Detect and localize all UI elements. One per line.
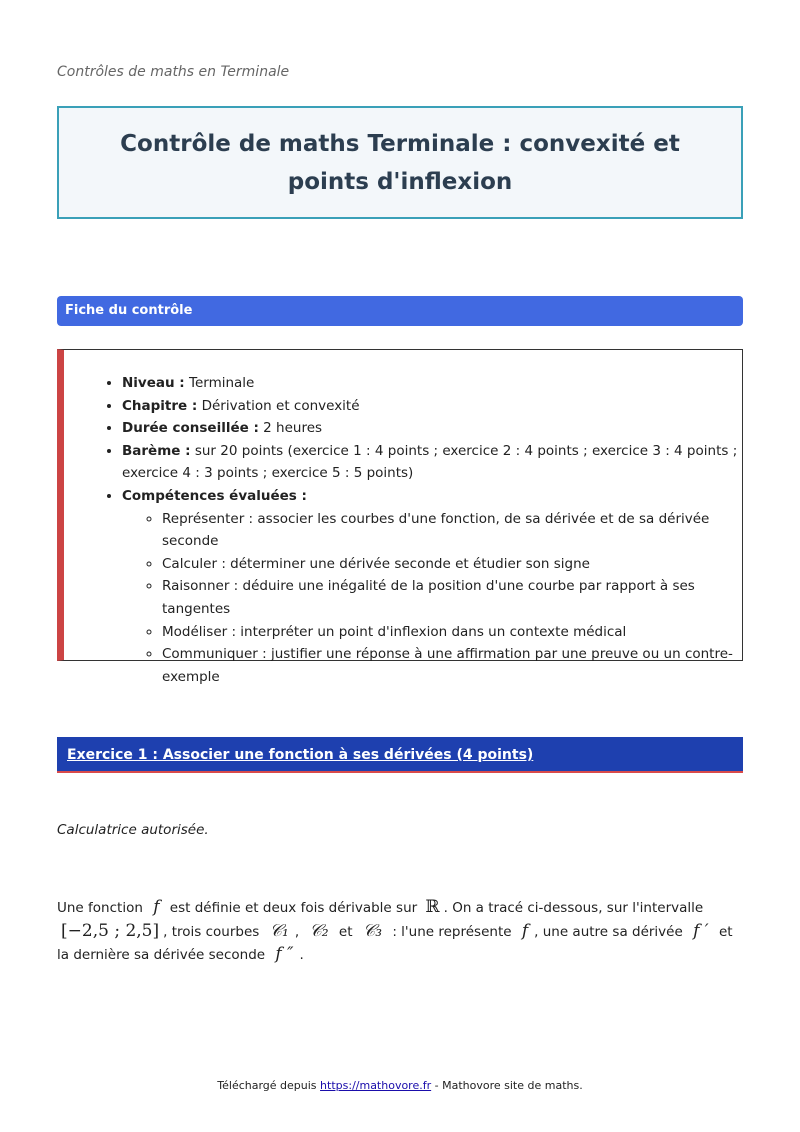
competences-list	[122, 508, 747, 689]
fiche-label: Niveau :	[122, 375, 185, 391]
exercise-1-paragraph	[57, 896, 743, 967]
math-f-double-prime: f ″	[275, 944, 294, 965]
fiche-item-duree	[122, 417, 747, 440]
competence-item: ◦ Représenter : associer les courbes d'une fonction, de sa dérivée et de sa dérivée seconde	[162, 508, 747, 553]
fiche-label: Compétences évaluées :	[122, 487, 307, 504]
fiche-value: Terminale	[189, 375, 255, 391]
footer-prefix: Téléchargé depuis	[217, 1079, 317, 1092]
fiche-value: sur 20 points (exercice 1 : 4 points ; exercice 2 : 4 points ; exercice 3 : 4 points ; exercice 4 : 3 points ; exercice 5 : 5 points)	[122, 442, 738, 482]
page-title: Contrôle de maths Terminale : convexité et points d'inflexion	[120, 130, 680, 195]
text-segment: Une fonction	[57, 900, 143, 916]
fiche-value: Dérivation et convexité	[201, 397, 360, 414]
footer	[0, 1079, 800, 1092]
site-title: Contrôles de maths en Terminale	[57, 64, 290, 80]
calculator-note: Calculatrice autorisée.	[57, 822, 209, 838]
fiche-item-chapitre	[122, 395, 747, 418]
fiche-item-competences	[122, 485, 747, 688]
fiche-label: Barème :	[122, 442, 191, 459]
text-segment: : l'une représente	[392, 923, 512, 940]
competence-item: ◦ Raisonner : déduire une inégalité de la position d'une courbe par rapport à ses tangentes	[162, 575, 747, 620]
math-c1: 𝒞₁	[269, 920, 289, 941]
math-interval: [−2,5 ; 2,5]	[61, 920, 160, 941]
fiche-item-niveau	[122, 372, 747, 395]
fiche-value: 2 heures	[263, 420, 323, 437]
text-segment: , une autre sa dérivée	[534, 923, 683, 940]
math-c2: 𝒞₂	[309, 920, 329, 941]
text-segment: . On a tracé ci-dessous, sur l'intervalle	[443, 900, 704, 916]
competence-item: ◦ Communiquer : justifier une réponse à une affirmation par une preuve ou un contre-exemple	[162, 643, 747, 688]
math-reals: ℝ	[425, 897, 440, 917]
fiche-list	[102, 372, 747, 688]
competence-item: ◦ Calculer : déterminer une dérivée seconde et étudier son signe	[162, 553, 747, 576]
fiche-label: Durée conseillée :	[122, 420, 259, 437]
text-segment: et	[338, 923, 353, 940]
exercise-1-heading	[57, 737, 743, 773]
fiche-item-bareme	[122, 440, 747, 485]
footer-suffix: - Mathovore site de maths.	[434, 1079, 583, 1092]
fiche-heading: Fiche du contrôle	[57, 296, 743, 326]
math-f-prime: f ′	[693, 920, 709, 941]
text-segment: , trois courbes	[163, 923, 260, 940]
text-segment: et la dernière sa dérivée seconde	[57, 923, 733, 964]
fiche-label: Chapitre :	[122, 397, 198, 414]
title-box	[57, 106, 743, 219]
math-c3: 𝒞₃	[362, 920, 383, 941]
text-segment: ,	[294, 923, 300, 940]
math-f-second: f	[521, 920, 529, 941]
competence-item: ◦ Modéliser : interpréter un point d'inflexion dans un contexte médical	[162, 621, 747, 644]
footer-link[interactable]: https://mathovore.fr	[320, 1079, 432, 1092]
math-f: f	[153, 897, 160, 917]
fiche-box	[57, 349, 743, 685]
text-segment: est définie et deux fois dérivable sur	[169, 900, 418, 916]
exercise-1-title: Exercice 1 : Associer une fonction à ses dérivées (4 points)	[67, 747, 534, 763]
text-segment: .	[299, 947, 304, 964]
